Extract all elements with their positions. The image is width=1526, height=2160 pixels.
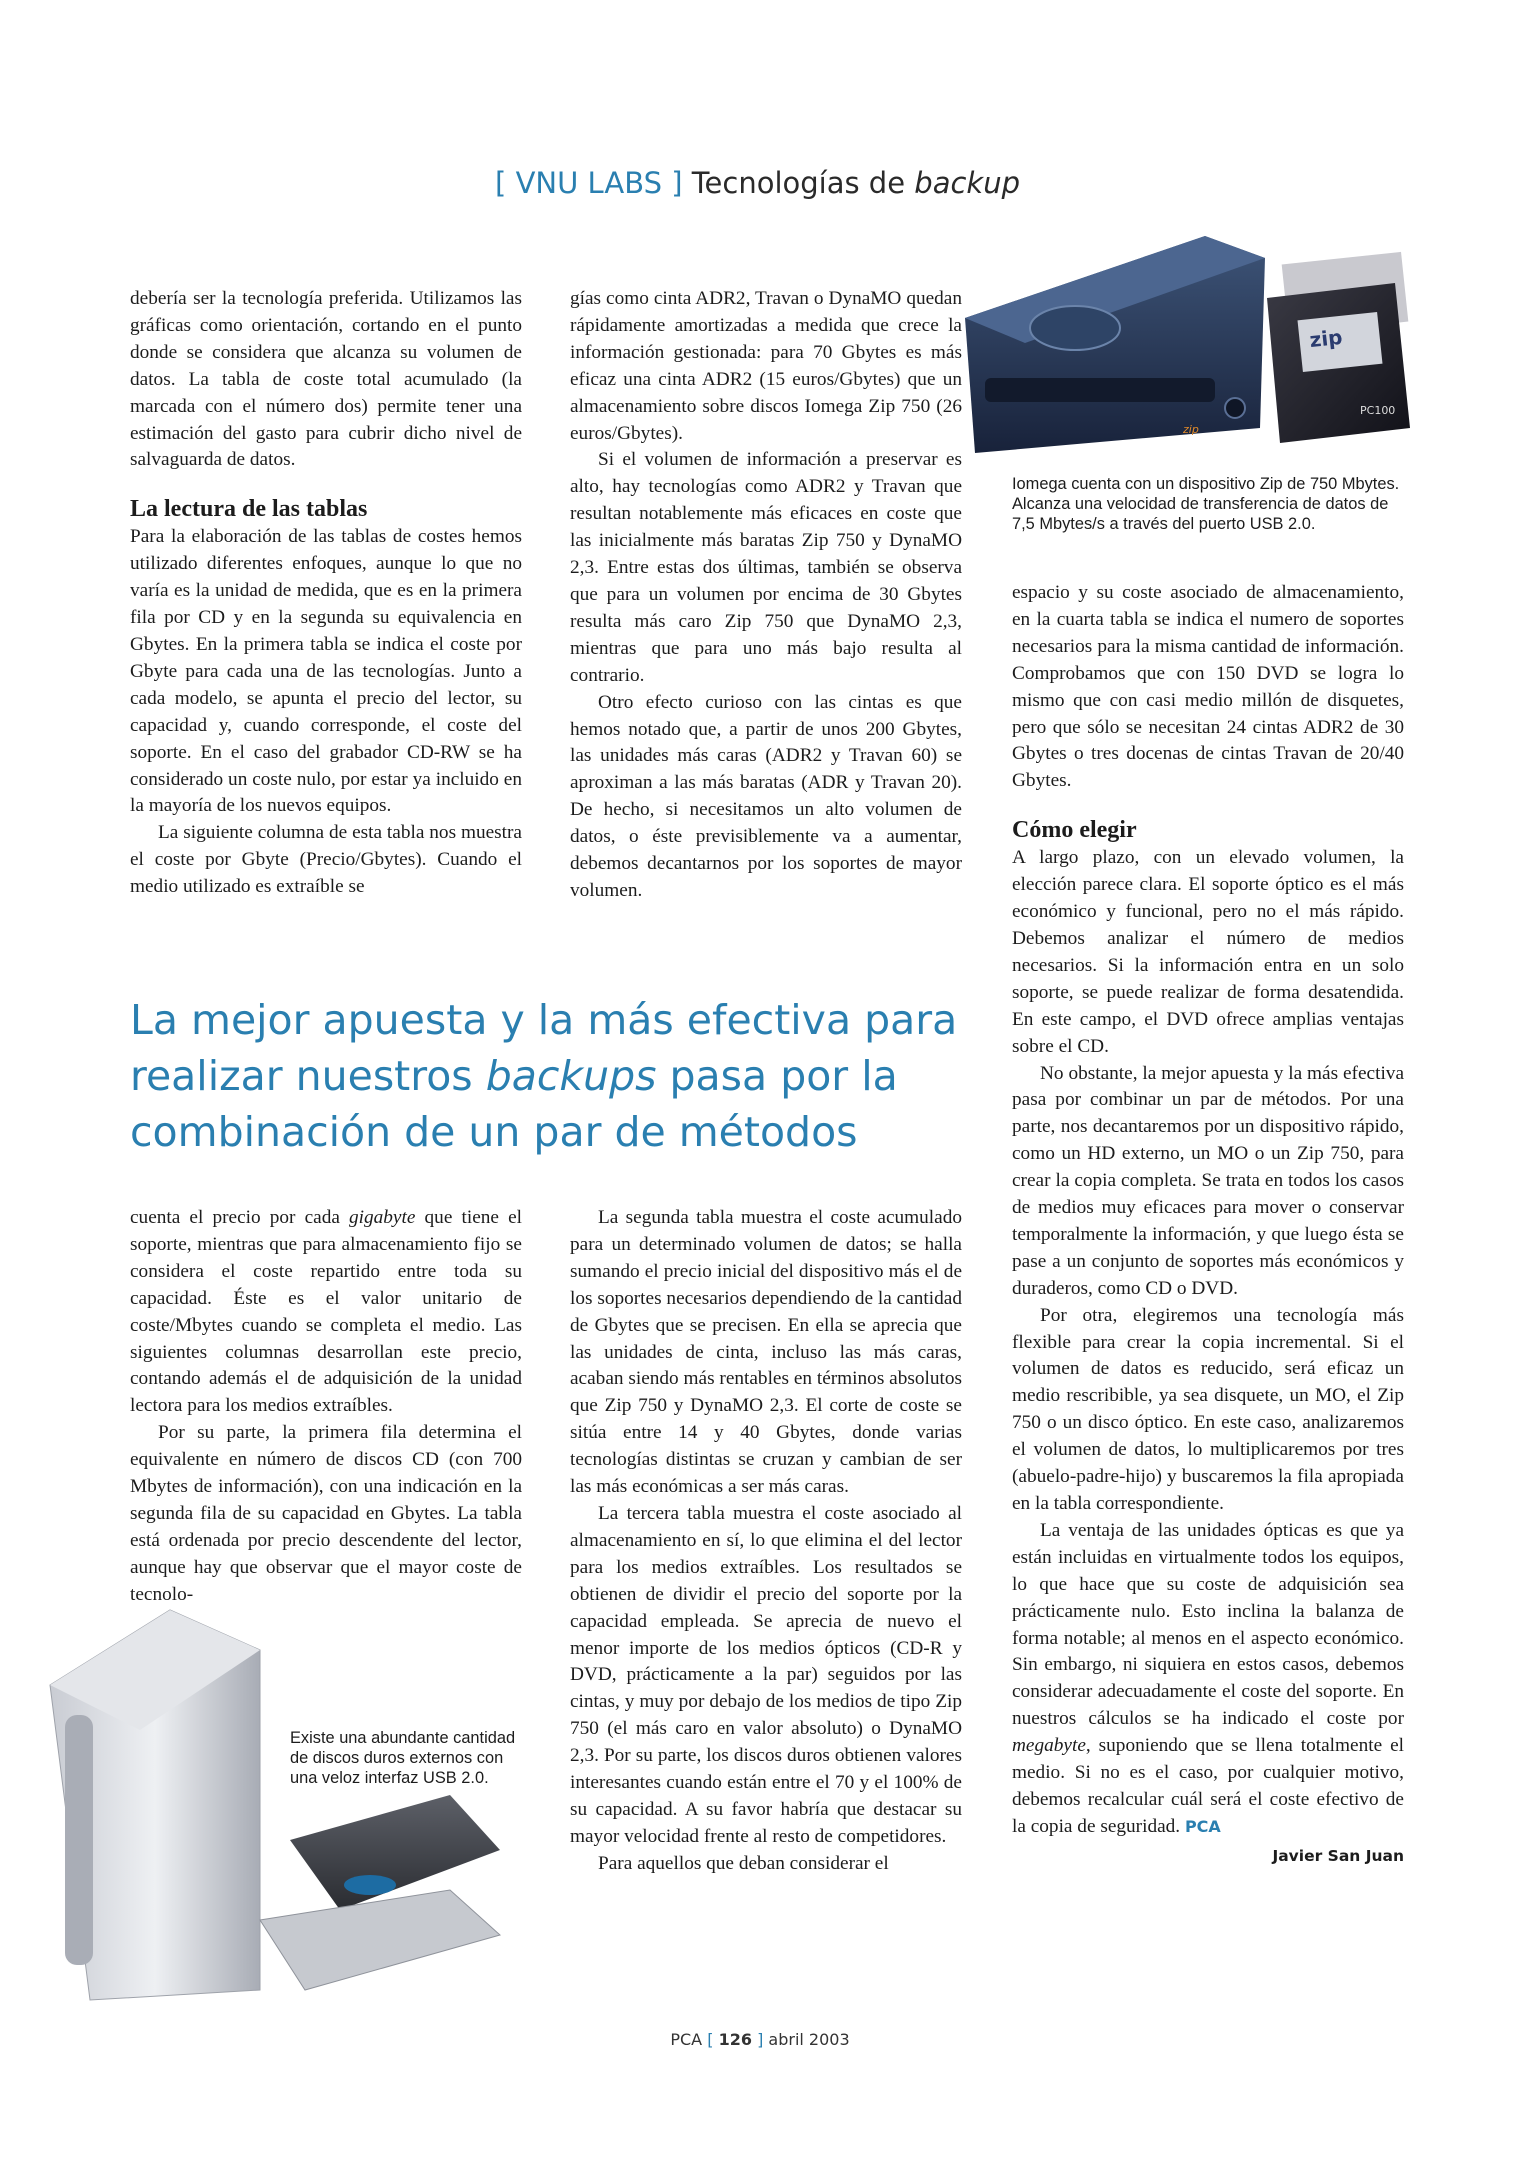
footer-bracket: [ <box>707 2030 714 2049</box>
paragraph: gías como cinta ADR2, Travan o DynaMO quedan rápidamente amortizadas a medida que crece la información gestionada: para 70 Gbytes es más eficaz una cinta ADR2 (15 euros/Gbytes) que un almacenamiento sobre discos Iomega Zip 750 (26 euros/Gbytes). <box>570 288 962 444</box>
column-2-top <box>570 286 962 905</box>
column-2-bottom <box>570 1205 962 1878</box>
paragraph: Otro efecto curioso con las cintas es que hemos notado que, a partir de unos 200 Gbytes, las unidades más caras (ADR2 y Travan 60) se aproximan a las más baratas (ADR y Travan 20). De hecho, si necesitamos un alto volumen de datos, o éste previsiblemente va a aumentar, debemos decantarnos por los soportes de mayor volumen. <box>570 691 962 901</box>
paragraph: La tercera tabla muestra el coste asociado al almacenamiento en sí, lo que elimina el del lector para los medios extraíbles. Los resultados se obtienen de dividir el precio del soporte por la capacidad empleada. Se aprecia de nuevo el menor importe de los medios ópticos (CD-R y DVD, prácticamente a la par) seguidos por las cintas, y muy por debajo de los medios de tipo Zip 750 (el más caro en valor absoluto) o DynaMO 2,3. Por su parte, los discos duros obtienen valores interesantes cuando están entre el 70 y el 100% de su capacidad. A su favor habría que destacar su mayor velocidad frente al resto de competidores. <box>570 1502 962 1847</box>
author-signature: Javier San Juan <box>1272 1846 1404 1865</box>
zip-disk-label: zip <box>1308 324 1344 353</box>
footer-bracket: ] <box>757 2030 764 2049</box>
text-run: que tiene el soporte, mientras que para almacenamiento fijo se considera el coste repartido entre toda su capacidad. Éste es el valor unitario de coste/Mbytes cuando se completa el medio. Las siguientes columnas desarrollan este precio, contando además el de adquisición de la unidad lectora para los medios extraíbles. <box>130 1207 522 1417</box>
zip-drive-photo <box>955 228 1415 466</box>
section-heading: Cómo elegir <box>1012 817 1137 844</box>
paragraph: No obstante, la mejor apuesta y la más efectiva pasa por combinar un par de métodos. Por una parte, nos decantaremos por un dispositivo rápido, como un HD externo, un MO o un Zip 750, para crear la copia completa. Se trata en todos los casos de medios muy eficaces para mover o conservar temporalmente la información, y que luego ésta se pase a un conjunto de soportes más económicos y duraderos, como CD o DVD. <box>1012 1062 1404 1299</box>
paragraph: A largo plazo, con un elevado volumen, la elección parece clara. El soporte óptico es el más económico y funcional, pero no el más rápido. Debemos analizar el número de medios necesarios. Si la información entra en un solo soporte, se puede realizar de forma desatendida. En este campo, el DVD ofrece amplias ventajas sobre el CD. <box>1012 847 1404 1057</box>
paragraph <box>1012 1518 1404 1841</box>
zip-disk-capacity: PC100 <box>1360 404 1396 417</box>
paragraph: Para aquellos que deban considerar el <box>598 1852 889 1874</box>
drive-brand-label: zip <box>1183 423 1199 436</box>
paragraph: Para la elaboración de las tablas de costes hemos utilizado diferentes enfoques, aunque lo que no varía es la unidad de medida, que es en la primera fila por CD y en la segunda su equivalencia en Gbytes. En la primera tabla se indica el coste por Gbyte para cada una de las tecnologías. Junto a cada modelo, se apunta el precio del lector, su capacidad y, cuando corresponde, el coste del soporte. En el caso del grabador CD-RW se ha considerado un coste nulo, por estar ya incluido en la mayoría de los nuevos equipos. <box>130 526 522 817</box>
text-run: cuenta el precio por cada <box>130 1207 350 1228</box>
paragraph: Por otra, elegiremos una tecnología más flexible para crear la copia incremental. Si el volumen de datos es reducido, será eficaz un medio rescribible, ya sea disquete, un MO, el Zip 750 o un disco óptico. En este caso, analizaremos el volumen de datos, lo multiplicaremos por tres (abuelo-padre-hijo) y buscaremos la fila apropiada en la tabla correspondiente. <box>1012 1304 1404 1514</box>
pull-quote-text: realizar nuestros <box>130 1052 486 1100</box>
paragraph: La siguiente columna de esta tabla nos muestra el coste por Gbyte (Precio/Gbytes). Cuando el medio utilizado es extraíble se <box>130 822 522 898</box>
pull-quote-line <box>130 1048 990 1104</box>
header-title-italic: backup <box>914 166 1020 200</box>
page-number: 126 <box>718 2030 752 2049</box>
column-1-bottom <box>130 1205 522 1609</box>
pull-quote-text: pasa por la <box>656 1052 898 1100</box>
header-title: Tecnologías de <box>691 166 915 200</box>
paragraph: Si el volumen de información a preservar es alto, hay tecnologías como ADR2 y Travan que resultan notablemente más eficaces en coste que las inicialmente más baratas Zip 750 y DynaMO 2,3. Entre estas dos últimas, también se observa que para un volumen por encima de 30 Gbytes resulta más caro Zip 750 que DynaMO 2,3, mientras que para uno más bajo resulta al contrario. <box>570 449 962 686</box>
column-1-top <box>130 286 522 901</box>
end-mark: PCA <box>1184 1816 1221 1836</box>
text-run: Por su parte, la primera fila determina el equivalente en número de discos CD (con 700 Mbytes de información), con una indicación en la segunda fila de su capacidad en Gbytes. La tabla está ordenada por precio descendente del lector, aunque hay que observar que el mayor coste de tecnolo- <box>130 1422 522 1605</box>
paragraph <box>130 1205 522 1420</box>
paragraph: espacio y su coste asociado de almacenamiento, en la cuarta tabla se indica el numero de soportes necesarios para la misma cantidad de información. Comprobamos que con 150 DVD se logra lo mismo que con casi medio millón de disquetes, pero que sólo se necesitan 24 cintas ADR2 de 30 Gbytes o tres docenas de cintas Travan de 20/40 Gbytes. <box>1012 582 1404 792</box>
text-run: La ventaja de las unidades ópticas es que ya están incluidas en virtualmente todos los equipos, lo que hace que su coste de adquisición sea prácticamente nulo. Esto inclina la balanza de forma notable; al menos en el aspecto económico. Sin embargo, ni siquiera en estos casos, debemos considerar adecuadamente el coste del soporte. En nuestros cálculos se ha indicado el coste por <box>1012 1519 1404 1730</box>
zip-photo-caption: Iomega cuenta con un dispositivo Zip de 750 Mbytes. Alcanza una velocidad de transferencia de datos de 7,5 Mbytes/s a través del puerto USB 2.0. <box>1012 475 1400 533</box>
pull-quote <box>130 992 990 1160</box>
paragraph <box>130 1420 522 1608</box>
text-run: , suponiendo que se llena totalmente el medio. Si no es el caso, por cualquier motivo, debemos recalcular cuál será el coste efectivo de la copia de seguridad. <box>1012 1735 1404 1837</box>
footer-date: abril 2003 <box>768 2030 850 2049</box>
hdd-photo-caption: Existe una abundante cantidad de discos duros externos con una veloz interfaz USB 2.0. <box>290 1729 516 1787</box>
paragraph: La segunda tabla muestra el coste acumulado para un determinado volumen de datos; se halla sumando el precio inicial del dispositivo más el de los soportes necesarios dependiendo de la cantidad de Gbytes que se precisen. En ella se aprecia que las unidades de cinta, incluso las más caras, acaban siendo más rentables en términos absolutos que Zip 750 y DynaMO 2,3. El corte de coste se sitúa entre 14 y 40 Gbytes, donde varias tecnologías distintas se cruzan y cambian de ser las más económicas a ser más caras. <box>570 1207 962 1498</box>
paragraph: debería ser la tecnología preferida. Utilizamos las gráficas como orientación, cortando en el punto donde se considera que alcanza su volumen de datos. La tabla de coste total acumulado (la marcada con el número dos) permite tener una estimación del gasto para cubrir dicho nivel de salvaguarda de datos. <box>130 288 522 471</box>
text-run-italic: gigabyte <box>349 1207 416 1228</box>
pull-quote-line: La mejor apuesta y la más efectiva para <box>130 996 958 1044</box>
column-3 <box>1012 580 1404 1870</box>
pull-quote-line: combinación de un par de métodos <box>130 1108 858 1156</box>
pull-quote-italic: backups <box>485 1052 657 1100</box>
external-hdd-photo <box>30 1590 530 2010</box>
page-footer <box>600 2030 920 2049</box>
section-heading: La lectura de las tablas <box>130 496 368 523</box>
text-run-italic: megabyte <box>1012 1735 1086 1757</box>
footer-publication: PCA <box>670 2030 703 2049</box>
section-label: [ VNU LABS ] <box>495 166 683 200</box>
running-header <box>380 166 1020 200</box>
